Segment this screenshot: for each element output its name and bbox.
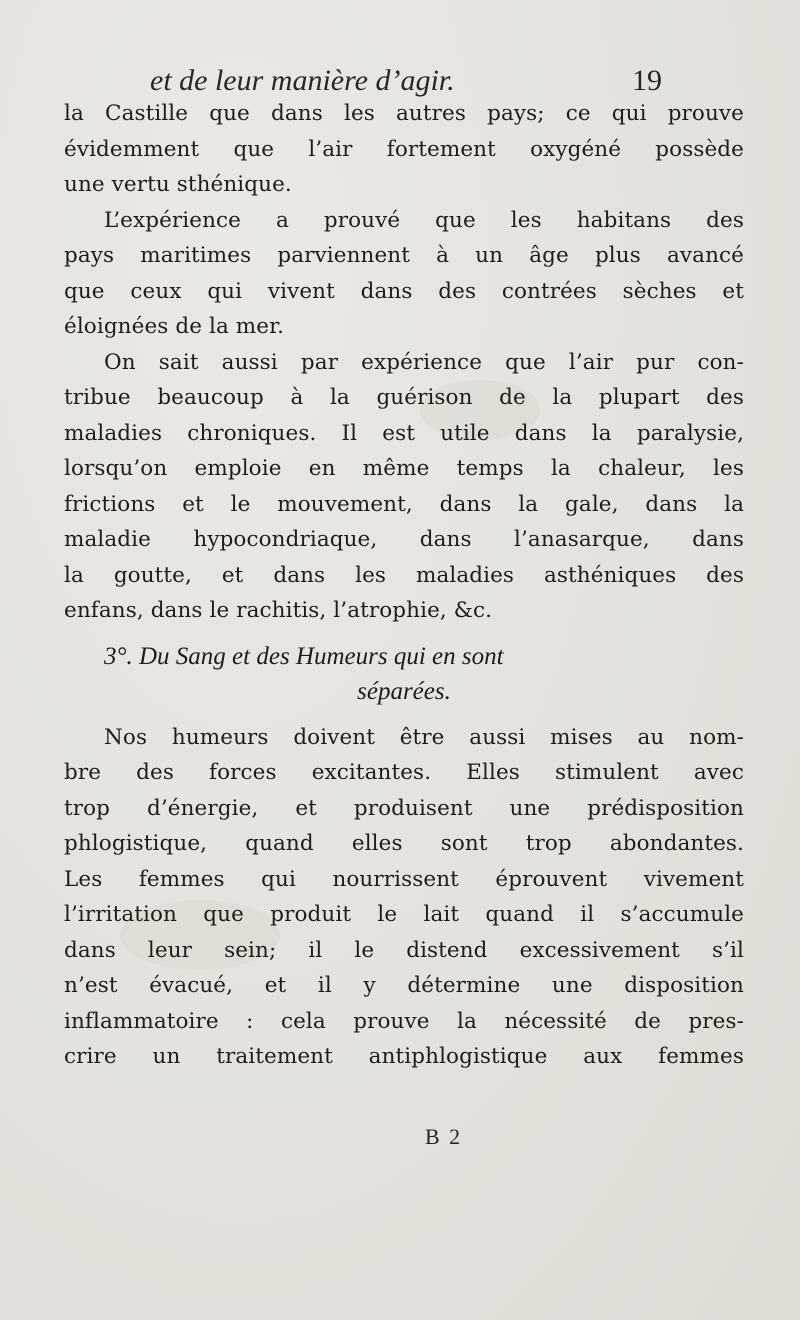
section-heading-line: séparées. bbox=[357, 678, 451, 705]
text-line: pays maritimes parviennent à un âge plus avancé bbox=[64, 243, 744, 268]
text-line: On sait aussi par expérience que l’air pur con- bbox=[104, 349, 744, 375]
text-line: n’est évacué, et il y détermine une disposition bbox=[64, 973, 744, 998]
text-line: éloignées de la mer. bbox=[64, 314, 285, 339]
text-line: L’expérience a prouvé que les habitans des bbox=[104, 207, 744, 233]
body-text bbox=[64, 96, 744, 1075]
text-line: que ceux qui vivent dans des contrées sèches et bbox=[64, 278, 744, 304]
text-line: tribue beaucoup à la guérison de la plupart des bbox=[64, 385, 744, 410]
text-line: Nos humeurs doivent être aussi mises au nom- bbox=[104, 724, 744, 750]
text-line: maladies chroniques. Il est utile dans la paralysie, bbox=[64, 420, 744, 446]
text-line: la Castille que dans les autres pays; ce qui prouve bbox=[64, 101, 744, 126]
text-line: une vertu sthénique. bbox=[64, 172, 292, 197]
text-line: bre des forces excitantes. Elles stimulent avec bbox=[64, 760, 744, 785]
text-line: maladie hypocondriaque, dans l’anasarque, dans bbox=[64, 527, 744, 552]
text-line: phlogistique, quand elles sont trop abondantes. bbox=[64, 831, 744, 856]
text-line: trop d’énergie, et produisent une prédisposition bbox=[64, 795, 744, 821]
page-number: 19 bbox=[632, 64, 662, 97]
paragraph-2 bbox=[64, 203, 744, 345]
paragraph-1 bbox=[64, 96, 744, 203]
text-line: enfans, dans le rachitis, l’atrophie, &c. bbox=[64, 598, 493, 623]
text-line: évidemment que l’air fortement oxygéné possède bbox=[64, 136, 744, 162]
paragraph-3 bbox=[64, 345, 744, 629]
text-line: l’irritation que produit le lait quand il s’accumule bbox=[64, 902, 744, 927]
text-line: lorsqu’on emploie en même temps la chaleur, les bbox=[64, 456, 744, 481]
section-heading bbox=[64, 639, 744, 710]
text-line: la goutte, et dans les maladies asthéniques des bbox=[64, 562, 744, 588]
running-title: et de leur manière d’agir. bbox=[150, 64, 455, 97]
text-line: dans leur sein; il le distend excessivement s’il bbox=[64, 937, 744, 963]
signature-mark: B 2 bbox=[425, 1124, 463, 1149]
text-line: frictions et le mouvement, dans la gale, dans la bbox=[64, 491, 744, 517]
text-line: crire un traitement antiphlogistique aux femmes bbox=[64, 1044, 744, 1069]
text-line: inflammatoire : cela prouve la nécessité de pres- bbox=[64, 1008, 744, 1034]
paragraph-4 bbox=[64, 720, 744, 1075]
section-heading-line: 3°. Du Sang et des Humeurs qui en sont bbox=[104, 642, 504, 670]
text-line: Les femmes qui nourrissent éprouvent vivement bbox=[64, 866, 744, 892]
